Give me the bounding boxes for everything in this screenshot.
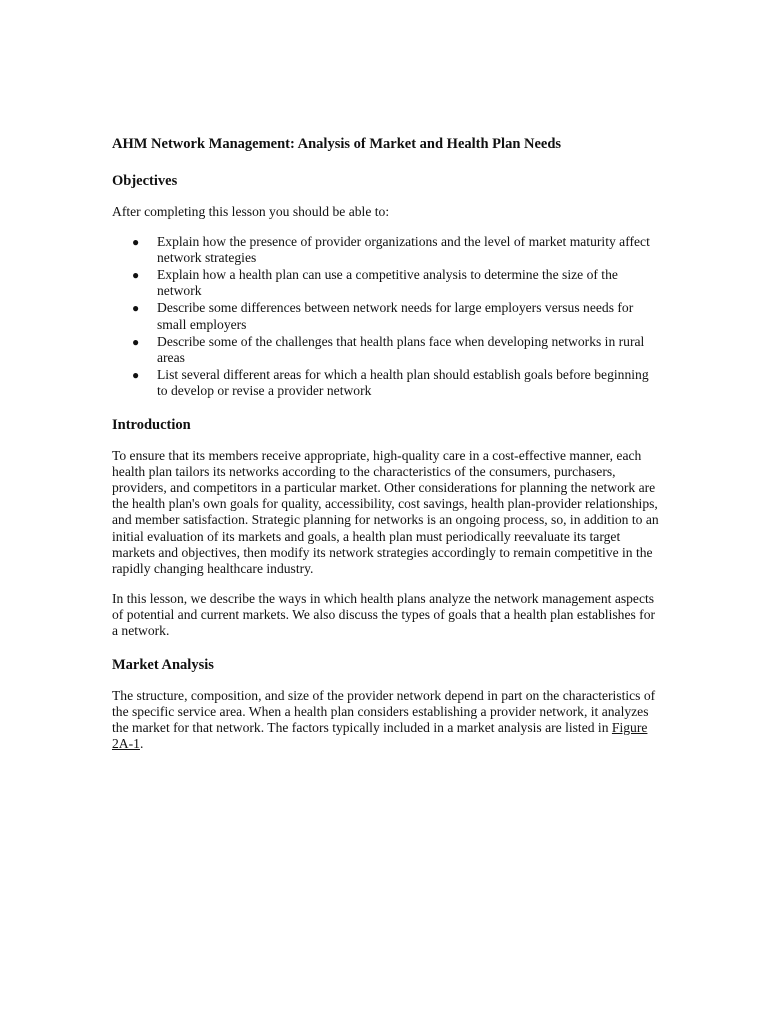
objective-text: Describe some differences between network needs for large employers versus needs for small employers (157, 300, 634, 332)
list-item (112, 367, 660, 399)
objective-text: List several different areas for which a health plan should establish goals before beginning to develop or revise a provider network (157, 366, 649, 398)
document-title: AHM Network Management: Analysis of Market and Health Plan Needs (112, 136, 562, 152)
figure-2a-1-link[interactable]: Figure 2A-1 (112, 720, 648, 752)
list-item (112, 267, 660, 299)
market-analysis-paragraph (112, 688, 660, 752)
list-item (112, 234, 660, 266)
objectives-list (112, 234, 660, 399)
market-analysis-text-end: . (139, 736, 144, 752)
introduction-heading: Introduction (112, 417, 191, 434)
document-page (112, 134, 660, 752)
objective-text: Describe some of the challenges that health plans face when developing networks in rural areas (157, 333, 645, 365)
objectives-intro: After completing this lesson you should be able to: (112, 204, 390, 219)
bullet-icon: ● (132, 367, 140, 382)
bullet-icon: ● (132, 301, 140, 316)
bullet-icon: ● (132, 235, 140, 250)
list-item (112, 300, 660, 332)
introduction-paragraph-2: In this lesson, we describe the ways in which health plans analyze the network management aspects of potential and current markets. We also discuss the types of goals that a health plan establishes for a network. (112, 590, 656, 638)
market-analysis-text: The structure, composition, and size of the provider network depend in part on the characteristics of the specific service area. When a health plan considers establishing a provider network, it analyzes the market for that network. The factors typically included in a market analysis are listed in (112, 688, 656, 736)
market-analysis-heading: Market Analysis (112, 657, 214, 674)
bullet-icon: ● (132, 334, 140, 349)
objective-text: Explain how the presence of provider organizations and the level of market maturity affect network strategies (157, 234, 650, 266)
objectives-heading: Objectives (112, 173, 178, 189)
list-item (112, 334, 660, 366)
bullet-icon: ● (132, 268, 140, 283)
objective-text: Explain how a health plan can use a competitive analysis to determine the size of the network (157, 267, 618, 299)
introduction-paragraph-1: To ensure that its members receive appropriate, high-quality care in a cost-effective manner, each health plan tailors its networks according to the characteristics of the consumers, purchasers, providers, and competitors in a particular market. Other considerations for planning the network are the health plan's own goals for quality, accessibility, cost savings, health plan-provider relationships, and member satisfaction. Strategic planning for networks is an ongoing process, so, in addition to an initial evaluation of its markets and goals, a health plan must periodically reevaluate its target markets and objectives, then modify its network strategies accordingly to remain competitive in the rapidly changing healthcare industry. (112, 448, 659, 576)
